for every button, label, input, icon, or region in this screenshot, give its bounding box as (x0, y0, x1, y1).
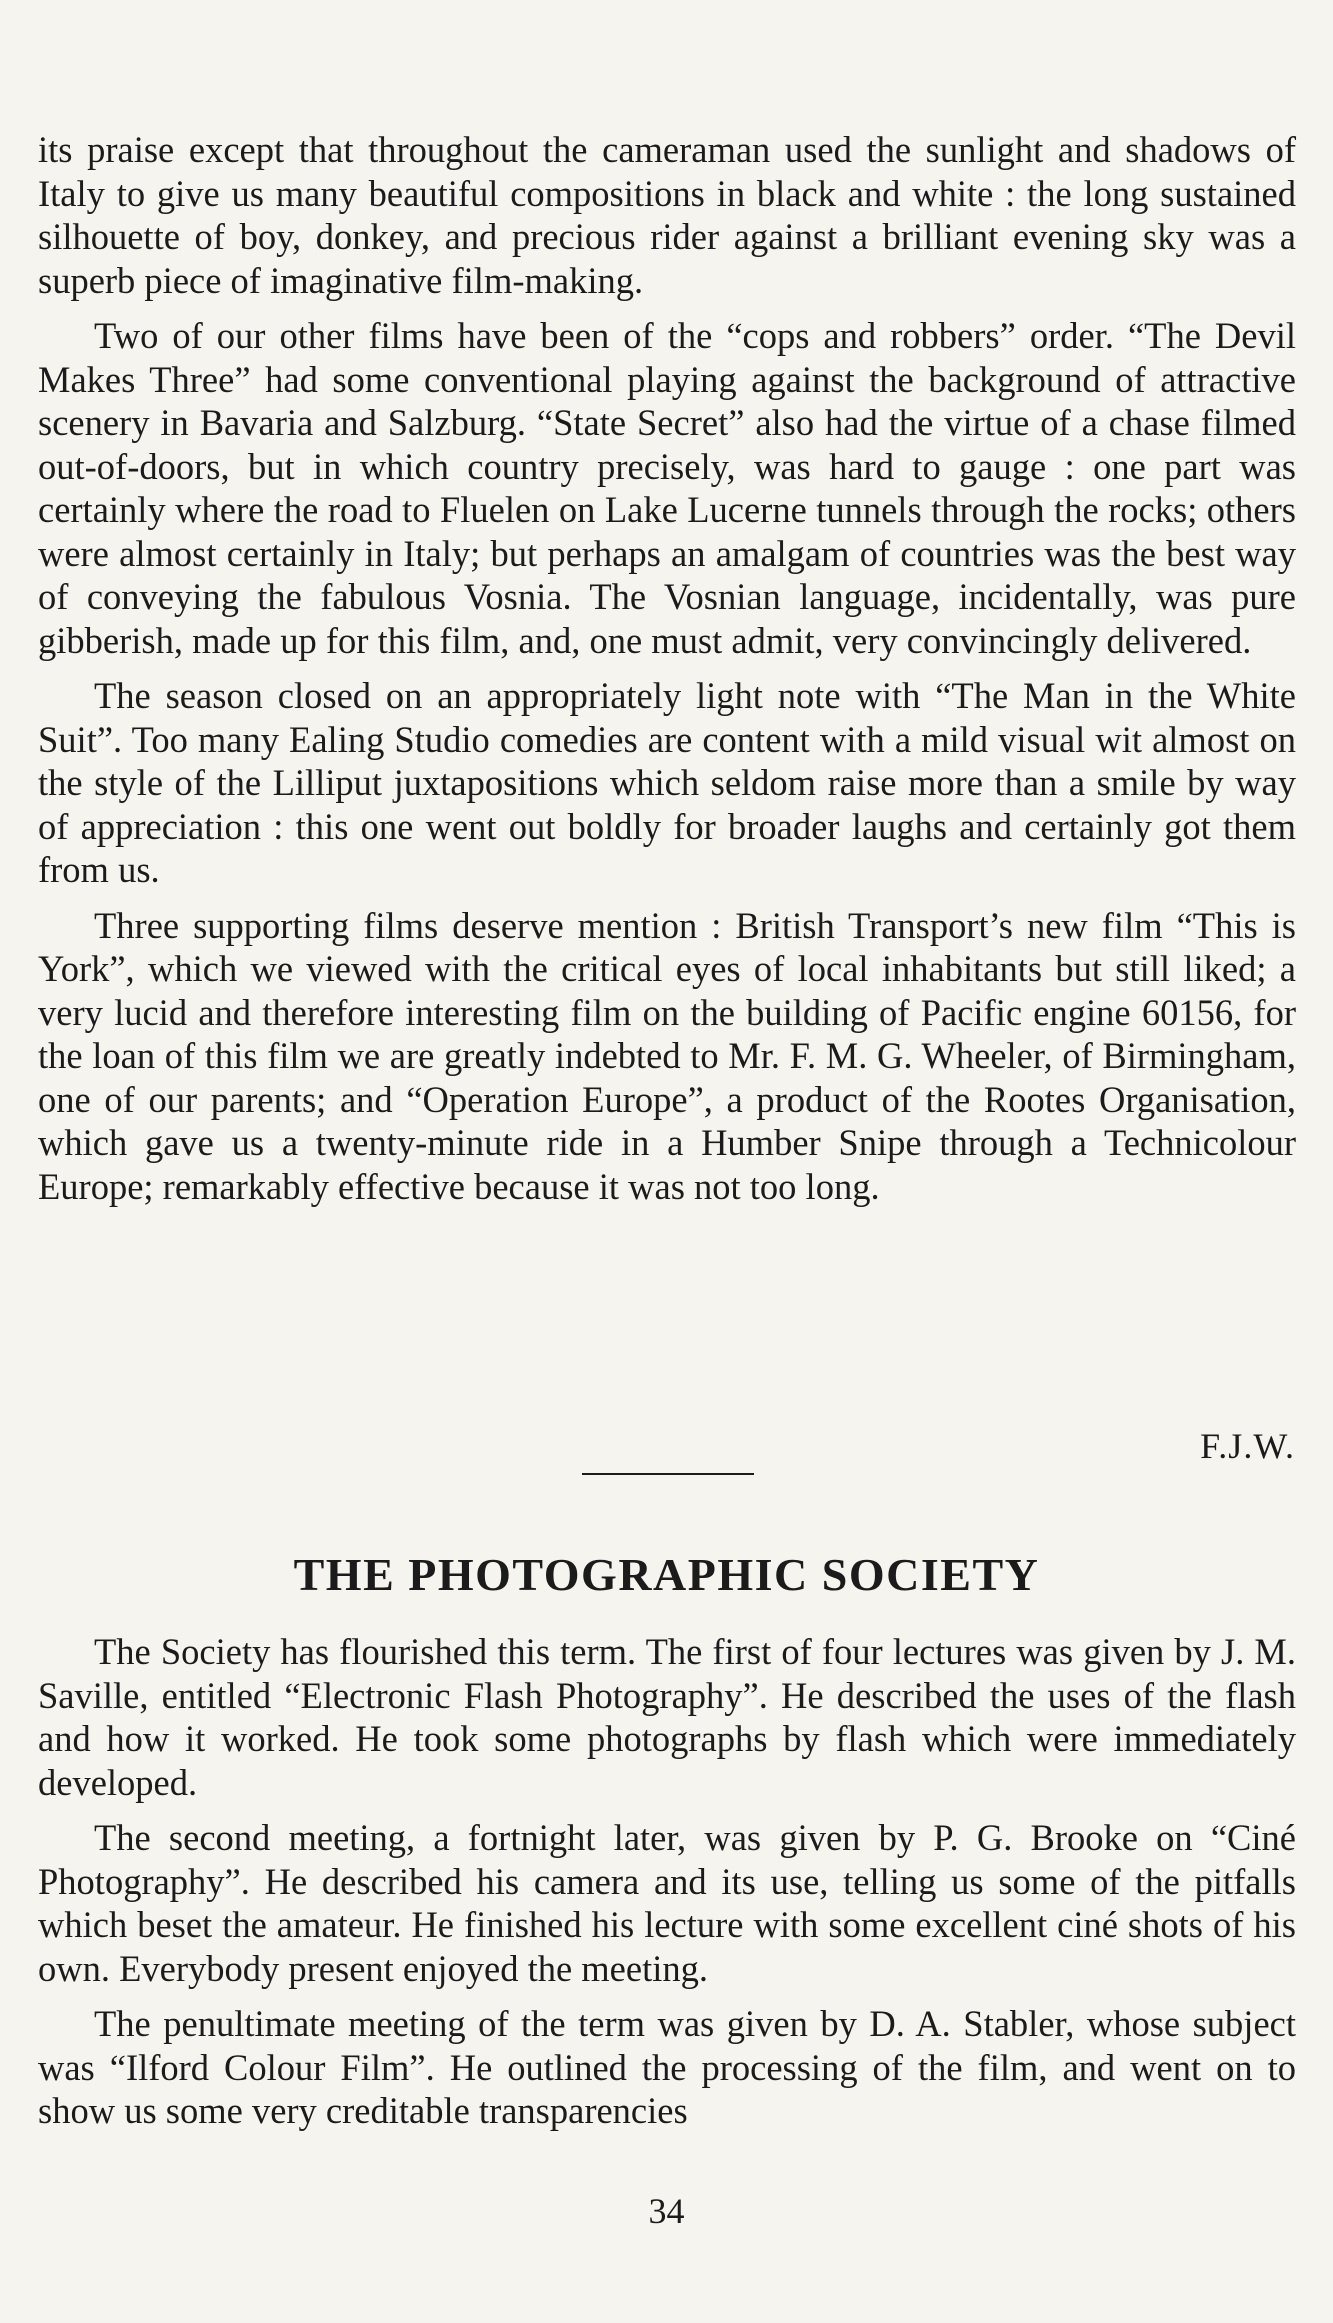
paragraph-italy-cinematography: its praise except that throughout the cameraman used the sunlight and shadows of Italy to give us many beautiful compositions in black and white : the long sustained silhouette of boy, donkey, and precious rider against a brilliant evening sky was a superb piece of imaginative film-making. (38, 129, 1296, 301)
film-review-body (38, 128, 1296, 1208)
page-number: 34 (648, 2191, 685, 2231)
paragraph-penultimate-meeting: The penultimate meeting of the term was given by D. A. Stabler, whose subject was “Ilford Colour Film”. He outlined the processing of the film, and went on to show us some very creditable transparencies (38, 2003, 1296, 2131)
photographic-society-body (38, 1630, 1296, 2133)
section-divider (582, 1473, 754, 1475)
paragraph-man-in-white-suit: The season closed on an appropriately light note with “The Man in the White Suit”. Too many Ealing Studio comedies are content with a mild visual wit almost on the style of the Lilliput juxtapositions which seldom raise more than a smile by way of appreciation : this one went out boldly for broader laughs and certainly got them from us. (38, 675, 1296, 890)
author-signature: F.J.W. (1200, 1426, 1295, 1466)
paragraph-cops-and-robbers: Two of our other films have been of the “cops and robbers” order. “The Devil Makes Three” had some conventional playing against the background of attractive scenery in Bavaria and Salzburg. “State Secret” also had the virtue of a chase filmed out-of-doors, but in which country precisely, was hard to gauge : one part was certainly where the road to Fluelen on Lake Lucerne tunnels through the rocks; others were almost certainly in Italy; but perhaps an amalgam of countries was the best way of conveying the fabulous Vosnia. The Vosnian language, incidentally, was pure gibberish, made up for this film, and, one must admit, very convincingly delivered. (38, 315, 1296, 661)
paragraph-supporting-films: Three supporting films deserve mention : British Transport’s new film “This is York”, which we viewed with the critical eyes of local inhabitants but still liked; a very lucid and therefore interesting film on the building of Pacific engine 60156, for the loan of this film we are greatly indebted to Mr. F. M. G. Wheeler, of Birmingham, one of our parents; and “Operation Europe”, a product of the Rootes Organisation, which gave us a twenty-minute ride in a Humber Snipe through a Technicolour Europe; remarkably effective because it was not too long. (38, 904, 1296, 1207)
paragraph-second-meeting: The second meeting, a fortnight later, was given by P. G. Brooke on “Ciné Photography”. He described his camera and its use, telling us some of the pitfalls which beset the amateur. He finished his lecture with some excellent ciné shots of his own. Everybody present enjoyed the meeting. (38, 1817, 1296, 1989)
paragraph-first-lecture: The Society has flourished this term. The first of four lectures was given by J. M. Saville, entitled “Electronic Flash Photography”. He described the uses of the flash and how it worked. He took some photographs by flash which were immediately developed. (38, 1631, 1296, 1803)
section-heading: THE PHOTOGRAPHIC SOCIETY (293, 1549, 1040, 1600)
